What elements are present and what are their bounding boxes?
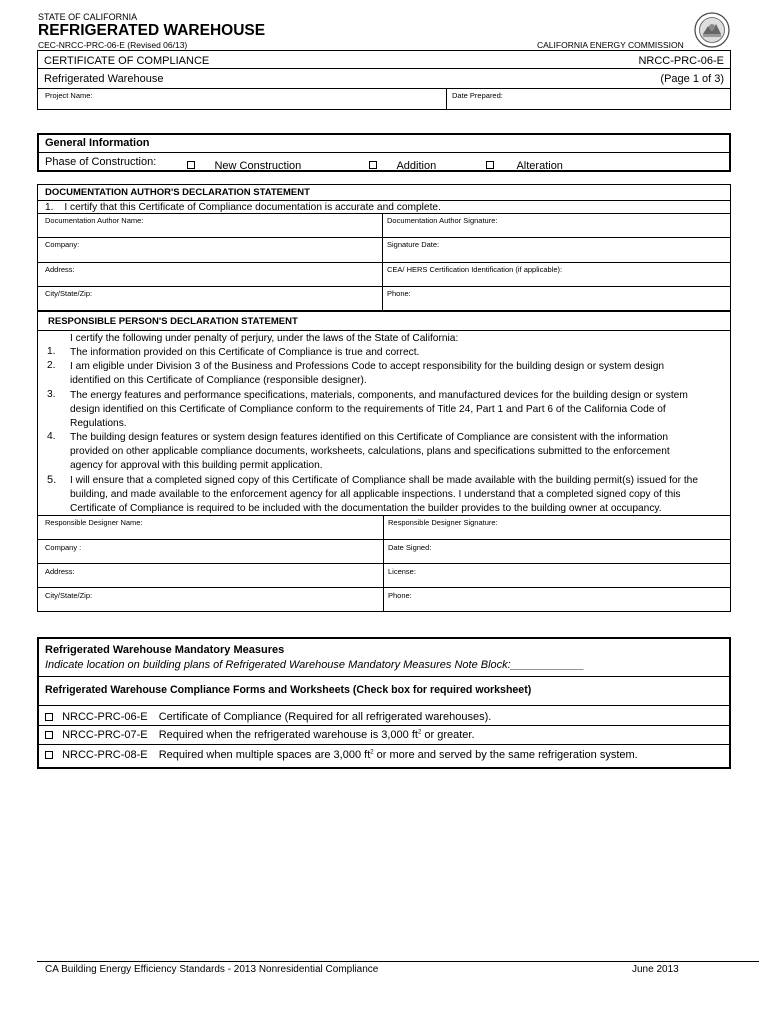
footer-right: June 2013 — [632, 964, 679, 975]
project-name-field[interactable] — [38, 88, 446, 109]
item-line: The energy features and performance specifications, materials, components, and manufactured devices for the building design or system — [70, 390, 688, 401]
item-line: The information provided on this Certificate of Compliance is true and correct. — [70, 347, 420, 358]
designer-address-field[interactable]: Address: — [45, 567, 75, 576]
form-row-prc06[interactable] — [45, 711, 491, 723]
item-line: agency for approval with this building permit application. — [70, 460, 323, 471]
item-line: Regulations. — [70, 418, 127, 429]
item-line: building, and made available to the enforcement agency for all applicable inspections. I understand that a completed signed copy of this — [70, 489, 681, 500]
form-description-text: Required when the refrigerated warehouse is 3,000 ft — [158, 729, 418, 741]
state-seal-icon — [694, 12, 730, 48]
form-row-prc07[interactable] — [45, 729, 475, 741]
footer-rule — [37, 961, 759, 962]
item-number: 3. — [47, 389, 56, 400]
designer-phone-field[interactable]: Phone: — [388, 591, 412, 600]
author-signature-field[interactable]: Documentation Author Signature: — [387, 216, 498, 225]
responsible-declaration-box — [37, 311, 731, 612]
checkbox-addition[interactable] — [369, 161, 377, 169]
checkbox-prc07[interactable] — [45, 731, 53, 739]
checkbox-new-construction[interactable] — [187, 161, 195, 169]
author-statement-number: 1. — [45, 202, 54, 213]
option-new-construction[interactable] — [187, 156, 301, 174]
general-info-title: General Information — [45, 137, 150, 149]
date-prepared-label: Date Prepared: — [452, 91, 503, 100]
form-description-text: or greater. — [421, 729, 475, 741]
footer-left: CA Building Energy Efficiency Standards - 2013 Nonresidential Compliance — [45, 964, 379, 975]
superscript: 2 — [370, 749, 374, 756]
form-id-revised: CEC-NRCC-PRC-06-E (Revised 06/13) — [38, 40, 188, 50]
responsible-intro: I certify the following under penalty of perjury, under the laws of the State of California: — [70, 333, 459, 344]
date-prepared-field[interactable] — [447, 88, 730, 109]
author-phone-field[interactable]: Phone: — [387, 289, 411, 298]
designer-name-field[interactable]: Responsible Designer Name: — [45, 518, 143, 527]
project-name-label: Project Name: — [45, 91, 93, 100]
item-line: design identified on this Certificate of Compliance conform to the requirements of Title 24, Part 1 and Part 6 of the California Code of — [70, 404, 666, 415]
form-code: NRCC-PRC-06-E — [62, 711, 148, 723]
agency-name: CALIFORNIA ENERGY COMMISSION — [537, 40, 684, 50]
form-description-text: or more and served by the same refrigeration system. — [373, 749, 638, 761]
option-addition[interactable] — [369, 156, 436, 174]
author-cea-field[interactable]: CEA/ HERS Certification Identification (if applicable): — [387, 265, 563, 274]
item-line: I will ensure that a completed signed copy of this Certificate of Compliance shall be made available with the building permit(s) issued for the — [70, 475, 698, 486]
forms-title: Refrigerated Warehouse Compliance Forms and Worksheets (Check box for required worksheet) — [45, 684, 532, 696]
header-box — [37, 50, 731, 110]
checkbox-prc08[interactable] — [45, 751, 53, 759]
author-name-field[interactable]: Documentation Author Name: — [45, 216, 144, 225]
certificate-label: CERTIFICATE OF COMPLIANCE — [44, 55, 210, 67]
option-label: New Construction — [214, 160, 302, 172]
item-number: 2. — [47, 360, 56, 371]
mandatory-measures-box — [37, 637, 731, 769]
page-number: (Page 1 of 3) — [660, 73, 724, 85]
option-label: Alteration — [516, 160, 563, 172]
author-city-field[interactable]: City/State/Zip: — [45, 289, 93, 298]
author-declaration-box — [37, 184, 731, 311]
designer-company-field[interactable]: Company : — [45, 543, 82, 552]
superscript: 2 — [417, 729, 422, 736]
item-line: identified on this Certificate of Compliance (responsible designer). — [70, 375, 367, 386]
responsible-declaration-title: RESPONSIBLE PERSON'S DECLARATION STATEMENT — [48, 316, 298, 327]
item-line: The building design features or system design features identified on this Certificate of Compliance are consistent with the information — [70, 432, 668, 443]
item-number: 5. — [47, 474, 57, 486]
author-company-field[interactable]: Company: — [45, 240, 80, 249]
item-line: Certificate of Compliance is required to be included with the documentation the builder provides to the building owner at occupancy. — [70, 503, 662, 514]
author-statement — [45, 202, 441, 213]
checkbox-alteration[interactable] — [486, 161, 494, 169]
form-description — [159, 749, 638, 761]
option-alteration[interactable] — [486, 156, 563, 174]
form-title: REFRIGERATED WAREHOUSE — [38, 22, 266, 39]
form-row-prc08[interactable] — [45, 749, 638, 761]
form-description-text: Required when multiple spaces are 3,000 ft — [158, 749, 371, 761]
general-info-box — [37, 133, 731, 172]
designer-signature-field[interactable]: Responsible Designer Signature: — [388, 518, 498, 527]
form-description — [159, 729, 475, 741]
checkbox-prc06[interactable] — [45, 713, 53, 721]
item-number: 1. — [47, 346, 56, 357]
item-line: I am eligible under Division 3 of the Business and Professions Code to accept responsibility for the building design or system design — [70, 361, 665, 372]
author-statement-text: I certify that this Certificate of Compliance documentation is accurate and complete. — [64, 202, 441, 213]
designer-date-signed-field[interactable]: Date Signed: — [388, 543, 432, 552]
designer-city-field[interactable]: City/State/Zip: — [45, 591, 93, 600]
state-label: STATE OF CALIFORNIA — [38, 12, 138, 22]
designer-license-field[interactable]: License: — [388, 567, 416, 576]
item-number: 4. — [47, 431, 56, 442]
phase-label: Phase of Construction: — [45, 156, 157, 168]
form-code: NRCC-PRC-08-E — [62, 749, 148, 761]
mandatory-title: Refrigerated Warehouse Mandatory Measures — [45, 644, 285, 656]
form-code: NRCC-PRC-06-E — [638, 55, 724, 67]
form-code: NRCC-PRC-07-E — [62, 729, 148, 741]
author-address-field[interactable]: Address: — [45, 265, 75, 274]
form-subtitle: Refrigerated Warehouse — [44, 73, 164, 85]
author-declaration-title: DOCUMENTATION AUTHOR'S DECLARATION STATEMENT — [45, 187, 310, 198]
mandatory-instruction[interactable]: Indicate location on building plans of Refrigerated Warehouse Mandatory Measures Note Block:____________ — [45, 659, 585, 671]
option-label: Addition — [396, 160, 437, 172]
form-description: Certificate of Compliance (Required for all refrigerated warehouses). — [158, 711, 492, 723]
item-line: provided on other applicable compliance documents, worksheets, calculations, plans and specifications submitted to the enforcement — [70, 446, 670, 457]
author-signature-date-field[interactable]: Signature Date: — [387, 240, 440, 249]
